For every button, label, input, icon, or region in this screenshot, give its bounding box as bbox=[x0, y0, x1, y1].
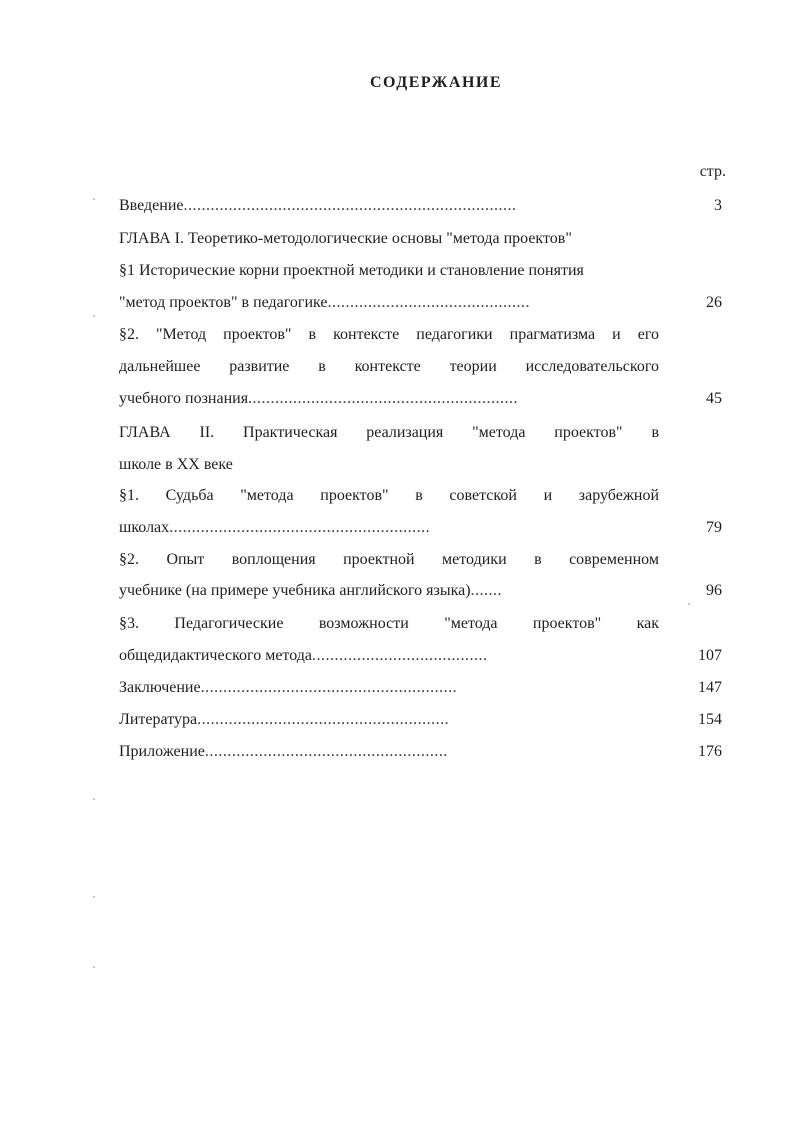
toc-page-number: 107 bbox=[698, 647, 722, 664]
toc-entry-literature bbox=[119, 710, 659, 730]
scan-speck bbox=[93, 798, 95, 800]
toc-chapter-heading: ГЛАВА I. Теоретико-методологические основы "метода проектов" bbox=[119, 230, 572, 247]
toc-entry-section-2-1 bbox=[119, 518, 659, 538]
toc-section-line: §1 Исторические корни проектной методики и становление понятия bbox=[119, 262, 584, 279]
toc-entry-text: учебнике (на примере учебника английского языка) bbox=[119, 582, 471, 599]
toc-page-number: 3 bbox=[714, 197, 722, 214]
toc-page-number: 96 bbox=[706, 582, 722, 599]
scan-speck bbox=[688, 603, 690, 605]
toc-page-number: 79 bbox=[706, 519, 722, 536]
page-column-label: стр. bbox=[699, 163, 726, 180]
toc-leader-dots: ....................................... bbox=[311, 647, 488, 664]
toc-section-line: §1. Судьба "метода проектов" в советской и зарубежной bbox=[119, 487, 659, 504]
toc-leader-dots: ......................................................... bbox=[200, 679, 458, 696]
toc-leader-dots: .......................................................... bbox=[169, 519, 431, 536]
toc-page-number: 154 bbox=[698, 711, 722, 728]
toc-entry-text: Литература bbox=[119, 711, 198, 728]
toc-leader-dots: ............................................. bbox=[327, 294, 531, 311]
toc-section-line: §3. Педагогические возможности "метода проектов" как bbox=[119, 615, 659, 632]
toc-entry-text: Заключение bbox=[119, 679, 201, 696]
toc-entry-introduction bbox=[119, 196, 659, 216]
toc-entry-text: Введение bbox=[119, 197, 184, 214]
toc-entry-section-2-3 bbox=[119, 646, 659, 666]
scan-speck bbox=[93, 198, 95, 200]
toc-entry-text: общедидактического метода bbox=[119, 647, 312, 664]
toc-entry-text: Приложение bbox=[119, 743, 205, 760]
toc-entry-section-1-1 bbox=[119, 293, 659, 313]
toc-entry-conclusion bbox=[119, 678, 659, 698]
toc-leader-dots: ....... bbox=[470, 582, 503, 599]
scan-speck bbox=[93, 315, 95, 317]
toc-section-line: дальнейшее развитие в контексте теории исследовательского bbox=[119, 358, 659, 375]
toc-leader-dots: .......................................................................... bbox=[183, 197, 517, 214]
toc-section-line: §2. Опыт воплощения проектной методики в современном bbox=[119, 551, 659, 568]
toc-entry-section-2-2 bbox=[119, 581, 659, 601]
toc-leader-dots: ........................................................ bbox=[197, 711, 450, 728]
toc-leader-dots: ............................................................ bbox=[248, 390, 519, 407]
toc-entry-text: "метод проектов" в педагогике bbox=[119, 294, 328, 311]
toc-page-number: 176 bbox=[698, 743, 722, 760]
page-title: СОДЕРЖАНИЕ bbox=[369, 74, 503, 91]
toc-section-line: §2. "Метод проектов" в контексте педагогики прагматизма и его bbox=[119, 326, 659, 343]
toc-page-number: 26 bbox=[706, 294, 722, 311]
toc-entry-text: учебного познания bbox=[119, 390, 249, 407]
toc-entry-appendix bbox=[119, 742, 659, 762]
toc-chapter-heading: ГЛАВА II. Практическая реализация "метода проектов" в bbox=[119, 424, 659, 441]
toc-entry-section-1-2 bbox=[119, 389, 659, 409]
scan-speck bbox=[93, 896, 95, 898]
toc-entry-text: школах bbox=[119, 519, 170, 536]
toc-leader-dots: ...................................................... bbox=[204, 743, 448, 760]
scan-speck bbox=[93, 966, 95, 968]
toc-page-number: 147 bbox=[698, 679, 722, 696]
toc-chapter-heading: школе в XX веке bbox=[119, 456, 233, 473]
toc-page-number: 45 bbox=[706, 390, 722, 407]
